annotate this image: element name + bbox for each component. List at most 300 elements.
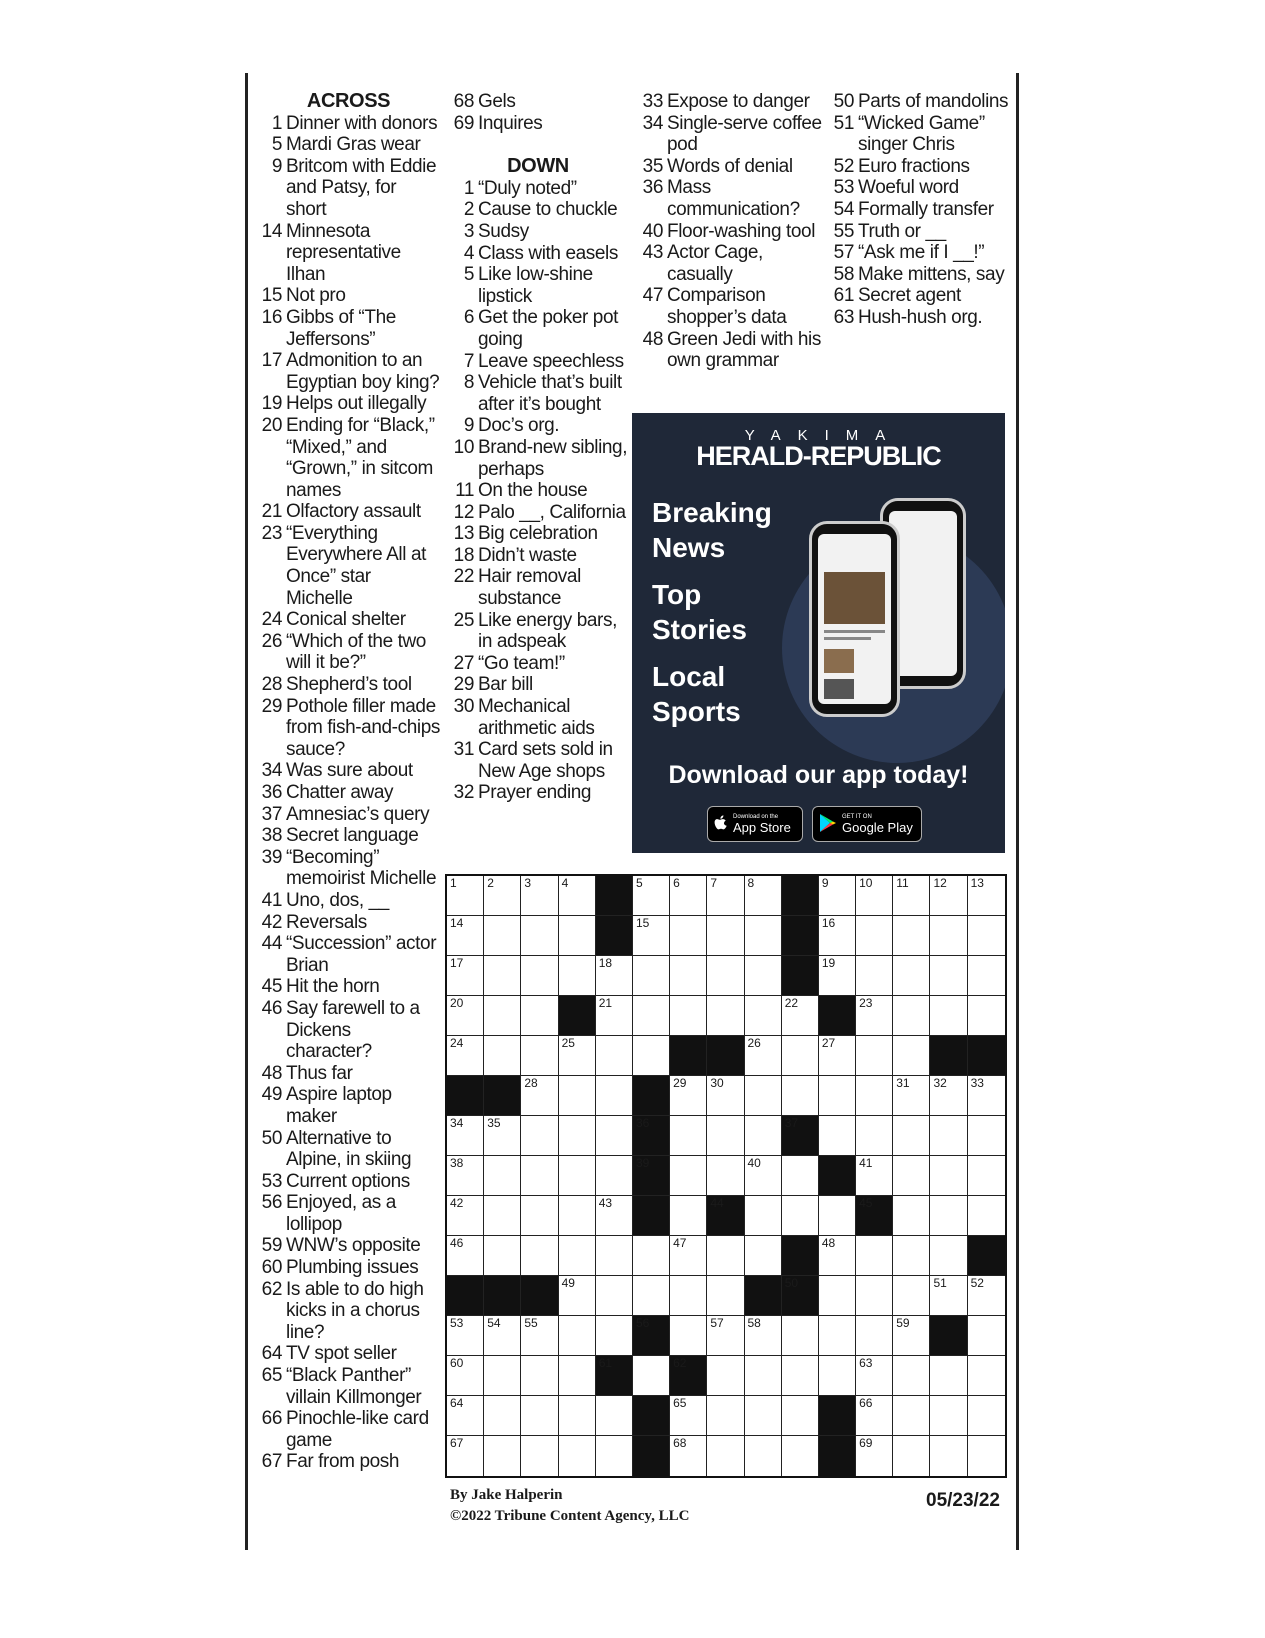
grid-cell[interactable] (484, 916, 521, 956)
grid-cell[interactable] (968, 956, 1005, 996)
grid-cell[interactable] (782, 1396, 819, 1436)
clue-item (448, 91, 628, 113)
google-play-label: Google Play (842, 819, 913, 835)
grid-cell[interactable] (670, 996, 707, 1036)
grid-cell[interactable] (856, 1436, 893, 1476)
cell-number: 56 (635, 1316, 650, 1330)
grid-cell[interactable] (447, 1236, 484, 1276)
grid-cell[interactable] (521, 1316, 558, 1356)
grid-cell[interactable] (856, 1036, 893, 1076)
grid-cell[interactable] (856, 1116, 893, 1156)
cell-number: 61 (598, 1356, 613, 1370)
clue-number: 68 (453, 91, 474, 112)
grid-cell[interactable] (484, 1156, 521, 1196)
cell-number: 1 (450, 876, 457, 890)
grid-cell[interactable] (745, 1396, 782, 1436)
grid-cell[interactable] (707, 1076, 744, 1116)
clue-item (256, 1343, 441, 1365)
clue-number: 52 (833, 155, 854, 177)
clue-text: Conical shelter (286, 609, 406, 631)
grid-cell[interactable] (633, 1236, 670, 1276)
grid-cell[interactable] (819, 1276, 856, 1316)
grid-cell[interactable] (559, 1036, 596, 1076)
grid-cell[interactable] (893, 956, 930, 996)
black-square (782, 1236, 819, 1276)
grid-cell[interactable] (447, 1356, 484, 1396)
grid-cell[interactable] (968, 1076, 1005, 1116)
clue-item (448, 545, 628, 567)
grid-cell[interactable] (559, 956, 596, 996)
grid-cell[interactable] (782, 996, 819, 1036)
clue-number: 29 (453, 674, 474, 696)
grid-cell[interactable] (856, 916, 893, 956)
cell-number: 6 (673, 876, 680, 890)
clue-text: Shepherd’s tool (286, 674, 412, 696)
clue-item (448, 243, 628, 265)
grid-cell[interactable] (670, 1116, 707, 1156)
clue-item (637, 221, 822, 243)
grid-cell[interactable] (893, 1116, 930, 1156)
grid-cell[interactable] (930, 1076, 967, 1116)
grid-cell[interactable] (670, 1076, 707, 1116)
clue-number: 56 (261, 1192, 282, 1214)
grid-cell[interactable] (968, 1396, 1005, 1436)
clue-item (448, 351, 628, 373)
clue-item (637, 177, 822, 220)
ad-call-to-action: Download our app today! (668, 761, 969, 789)
grid-cell[interactable] (856, 1076, 893, 1116)
grid-cell[interactable] (670, 916, 707, 956)
clue-text: Secret agent (858, 285, 961, 307)
grid-cell[interactable] (596, 1196, 633, 1236)
clue-text: Mechanical arithmetic aids (478, 696, 595, 739)
grid-cell[interactable] (447, 876, 484, 916)
grid-cell[interactable] (782, 1316, 819, 1356)
grid-cell[interactable] (707, 956, 744, 996)
grid-cell[interactable] (596, 1036, 633, 1076)
grid-cell[interactable] (633, 1276, 670, 1316)
clue-item (448, 480, 628, 502)
grid-cell[interactable] (782, 1036, 819, 1076)
clue-item (256, 415, 441, 501)
grid-cell[interactable] (447, 956, 484, 996)
clue-item (637, 285, 822, 328)
grid-cell[interactable] (968, 1116, 1005, 1156)
crossword-grid[interactable] (445, 874, 1007, 1478)
grid-cell[interactable] (707, 1356, 744, 1396)
grid-cell[interactable] (745, 1116, 782, 1156)
grid-cell[interactable] (559, 1316, 596, 1356)
grid-cell[interactable] (707, 916, 744, 956)
clue-number: 19 (261, 393, 282, 415)
clue-text: Card sets sold in New Age shops (478, 739, 613, 782)
grid-cell[interactable] (596, 956, 633, 996)
grid-cell[interactable] (484, 1436, 521, 1476)
clue-item (256, 113, 441, 135)
clue-item (828, 264, 1013, 286)
grid-cell[interactable] (930, 956, 967, 996)
clue-item (256, 501, 441, 523)
grid-cell[interactable] (670, 1396, 707, 1436)
grid-cell[interactable] (596, 1276, 633, 1316)
grid-cell[interactable] (633, 1036, 670, 1076)
grid-cell[interactable] (670, 1196, 707, 1236)
grid-cell[interactable] (484, 1236, 521, 1276)
black-square (670, 1356, 707, 1396)
grid-cell[interactable] (484, 956, 521, 996)
grid-cell[interactable] (968, 1156, 1005, 1196)
grid-cell[interactable] (521, 1116, 558, 1156)
black-square (782, 916, 819, 956)
clue-text: Mass communication? (667, 177, 800, 220)
grid-cell[interactable] (447, 916, 484, 956)
grid-cell[interactable] (670, 876, 707, 916)
grid-cell[interactable] (484, 1316, 521, 1356)
grid-cell[interactable] (707, 1236, 744, 1276)
clues-column-2 (448, 91, 628, 804)
clue-number: 61 (833, 285, 854, 307)
clue-number: 28 (261, 674, 282, 696)
grid-cell[interactable] (447, 1036, 484, 1076)
grid-cell[interactable] (968, 876, 1005, 916)
clue-item (256, 976, 441, 998)
grid-cell[interactable] (893, 1036, 930, 1076)
clue-number: 48 (642, 328, 663, 350)
grid-cell[interactable] (707, 996, 744, 1036)
clue-text: Thus far (286, 1062, 353, 1084)
grid-cell[interactable] (745, 956, 782, 996)
clue-number: 5 (463, 264, 474, 286)
clue-text: Alternative to Alpine, in skiing (286, 1127, 412, 1171)
clue-number: 16 (261, 306, 282, 328)
grid-cell[interactable] (484, 1036, 521, 1076)
cell-number: 36 (635, 1116, 650, 1130)
cell-number: 59 (896, 1316, 910, 1330)
clue-number: 1 (463, 177, 474, 199)
clue-item (828, 156, 1013, 178)
grid-cell[interactable] (596, 1316, 633, 1356)
grid-cell[interactable] (968, 916, 1005, 956)
grid-cell[interactable] (521, 1196, 558, 1236)
grid-cell[interactable] (819, 1076, 856, 1116)
grid-cell[interactable] (707, 1316, 744, 1356)
grid-cell[interactable] (893, 1196, 930, 1236)
grid-cell[interactable] (447, 1156, 484, 1196)
clue-number: 3 (463, 220, 474, 242)
grid-cell[interactable] (484, 1196, 521, 1236)
clue-number: 63 (833, 306, 854, 328)
grid-cell[interactable] (707, 876, 744, 916)
ad-paper-name: HERALD-REPUBLIC (696, 441, 941, 471)
grid-cell[interactable] (521, 1436, 558, 1476)
clue-item (256, 847, 441, 890)
grid-cell[interactable] (930, 1196, 967, 1236)
clue-text: Plumbing issues (286, 1257, 419, 1279)
grid-cell[interactable] (707, 1436, 744, 1476)
grid-cell[interactable] (893, 1156, 930, 1196)
grid-cell[interactable] (521, 1156, 558, 1196)
grid-cell[interactable] (930, 1436, 967, 1476)
app-advertisement[interactable] (632, 413, 1005, 853)
grid-cell[interactable] (559, 1236, 596, 1276)
grid-cell[interactable] (447, 996, 484, 1036)
clue-number: 26 (261, 630, 282, 652)
grid-cell[interactable] (856, 1156, 893, 1196)
clue-text: Inquires (478, 112, 543, 134)
grid-cell[interactable] (745, 1356, 782, 1396)
grid-cell[interactable] (447, 1196, 484, 1236)
grid-cell[interactable] (447, 1116, 484, 1156)
grid-cell[interactable] (596, 996, 633, 1036)
clue-text: Bar bill (478, 674, 533, 696)
grid-cell[interactable] (930, 1156, 967, 1196)
grid-cell[interactable] (670, 1236, 707, 1276)
grid-cell[interactable] (670, 1316, 707, 1356)
grid-cell[interactable] (745, 876, 782, 916)
cell-number: 37 (784, 1116, 799, 1130)
grid-cell[interactable] (707, 1276, 744, 1316)
grid-cell[interactable] (745, 1316, 782, 1356)
clue-item (828, 285, 1013, 307)
grid-cell[interactable] (893, 1236, 930, 1276)
grid-cell[interactable] (633, 1356, 670, 1396)
ad-city: YAKIMA (744, 427, 903, 444)
grid-cell[interactable] (782, 1076, 819, 1116)
grid-cell[interactable] (819, 876, 856, 916)
grid-cell[interactable] (521, 1036, 558, 1076)
grid-cell[interactable] (521, 1396, 558, 1436)
clue-text: TV spot seller (286, 1343, 397, 1365)
grid-cell[interactable] (559, 1356, 596, 1396)
grid-cell[interactable] (968, 1196, 1005, 1236)
cell-number: 12 (933, 876, 947, 890)
clue-text: “Go team!” (478, 652, 565, 674)
grid-cell[interactable] (670, 1156, 707, 1196)
grid-cell[interactable] (930, 876, 967, 916)
clue-number: 64 (261, 1343, 282, 1365)
cell-number: 17 (450, 956, 464, 970)
grid-cell[interactable] (856, 1356, 893, 1396)
clue-item (256, 1171, 441, 1193)
grid-cell[interactable] (521, 1076, 558, 1116)
grid-cell[interactable] (819, 1116, 856, 1156)
grid-cell[interactable] (521, 1356, 558, 1396)
clue-number: 45 (261, 976, 282, 998)
grid-cell[interactable] (745, 1236, 782, 1276)
grid-cell[interactable] (707, 1116, 744, 1156)
cell-number: 58 (747, 1316, 761, 1330)
grid-cell[interactable] (819, 1236, 856, 1276)
grid-cell[interactable] (893, 916, 930, 956)
cell-number: 22 (784, 996, 799, 1010)
grid-cell[interactable] (782, 1436, 819, 1476)
grid-cell[interactable] (819, 956, 856, 996)
clue-item (256, 1408, 441, 1451)
grid-cell[interactable] (745, 996, 782, 1036)
black-square (596, 1356, 633, 1396)
grid-cell[interactable] (559, 876, 596, 916)
grid-cell[interactable] (596, 1116, 633, 1156)
grid-cell[interactable] (745, 1076, 782, 1116)
grid-cell[interactable] (968, 1356, 1005, 1396)
grid-cell[interactable] (521, 996, 558, 1036)
grid-cell[interactable] (521, 1236, 558, 1276)
grid-cell[interactable] (559, 916, 596, 956)
grid-cell[interactable] (819, 916, 856, 956)
grid-cell[interactable] (559, 1116, 596, 1156)
grid-cell[interactable] (670, 1276, 707, 1316)
grid-cell[interactable] (819, 1316, 856, 1356)
grid-cell[interactable] (633, 996, 670, 1036)
clue-number: 58 (833, 263, 854, 285)
cell-number: 35 (487, 1116, 501, 1130)
grid-cell[interactable] (559, 1396, 596, 1436)
clue-text: Formally transfer (858, 198, 994, 220)
clue-number: 33 (642, 91, 663, 112)
clue-item (256, 1192, 441, 1235)
grid-cell[interactable] (670, 956, 707, 996)
clue-number: 59 (261, 1235, 282, 1257)
grid-cell[interactable] (670, 1436, 707, 1476)
grid-cell[interactable] (930, 1116, 967, 1156)
grid-cell[interactable] (745, 1156, 782, 1196)
grid-cell[interactable] (596, 1156, 633, 1196)
grid-cell[interactable] (559, 1076, 596, 1116)
grid-cell[interactable] (521, 876, 558, 916)
clue-number: 42 (261, 911, 282, 933)
clue-number: 25 (453, 609, 474, 631)
grid-cell[interactable] (559, 1276, 596, 1316)
grid-cell[interactable] (856, 1396, 893, 1436)
clue-text: Prayer ending (478, 782, 592, 804)
grid-cell[interactable] (521, 916, 558, 956)
cell-number: 55 (524, 1316, 538, 1330)
grid-cell[interactable] (930, 916, 967, 956)
grid-cell[interactable] (856, 876, 893, 916)
grid-cell[interactable] (707, 1396, 744, 1436)
grid-cell[interactable] (484, 1116, 521, 1156)
grid-cell[interactable] (968, 996, 1005, 1036)
grid-cell[interactable] (596, 1076, 633, 1116)
cell-number: 40 (747, 1156, 761, 1170)
clue-text: “Duly noted” (478, 177, 577, 199)
grid-cell[interactable] (633, 956, 670, 996)
grid-cell[interactable] (521, 956, 558, 996)
grid-cell[interactable] (930, 1356, 967, 1396)
clue-number: 22 (453, 566, 474, 588)
clue-number: 2 (463, 199, 474, 221)
grid-cell[interactable] (968, 1316, 1005, 1356)
grid-cell[interactable] (819, 1356, 856, 1396)
clue-text: Aspire laptop maker (286, 1084, 392, 1127)
grid-cell[interactable] (596, 1396, 633, 1436)
clue-text: Like energy bars, in adspeak (478, 609, 617, 653)
grid-cell[interactable] (559, 1156, 596, 1196)
grid-cell[interactable] (596, 1236, 633, 1276)
grid-cell[interactable] (893, 1436, 930, 1476)
clue-number: 20 (261, 414, 282, 436)
grid-cell[interactable] (856, 956, 893, 996)
grid-cell[interactable] (856, 996, 893, 1036)
grid-cell[interactable] (745, 1036, 782, 1076)
grid-cell[interactable] (893, 876, 930, 916)
grid-cell[interactable] (447, 1316, 484, 1356)
grid-cell[interactable] (893, 1076, 930, 1116)
grid-cell[interactable] (968, 1276, 1005, 1316)
grid-cell[interactable] (596, 1436, 633, 1476)
cell-number: 10 (859, 876, 873, 890)
grid-cell[interactable] (856, 1276, 893, 1316)
clue-text: Make mittens, say (858, 263, 1005, 285)
grid-cell[interactable] (782, 1356, 819, 1396)
grid-cell[interactable] (893, 996, 930, 1036)
clue-number: 4 (463, 242, 474, 264)
black-square (745, 1276, 782, 1316)
cell-number: 46 (450, 1236, 464, 1250)
grid-cell[interactable] (633, 916, 670, 956)
clue-text: Enjoyed, as a lollipop (286, 1192, 396, 1235)
clue-text: Like low-shine lipstick (478, 264, 593, 307)
cell-number: 65 (673, 1396, 687, 1410)
grid-cell[interactable] (559, 1436, 596, 1476)
grid-cell[interactable] (930, 1276, 967, 1316)
clue-number: 66 (261, 1408, 282, 1430)
grid-cell[interactable] (484, 996, 521, 1036)
grid-cell[interactable] (930, 996, 967, 1036)
grid-cell[interactable] (707, 1156, 744, 1196)
google-play-button[interactable] (812, 806, 922, 842)
grid-cell[interactable] (782, 1196, 819, 1236)
black-square (968, 1036, 1005, 1076)
cell-number: 38 (450, 1156, 464, 1170)
clue-text: Admonition to an Egyptian boy king? (286, 350, 440, 393)
grid-cell[interactable] (447, 1396, 484, 1436)
grid-cell[interactable] (484, 1396, 521, 1436)
grid-cell[interactable] (819, 1196, 856, 1236)
grid-cell[interactable] (930, 1396, 967, 1436)
grid-cell[interactable] (893, 1316, 930, 1356)
clue-text: Class with easels (478, 242, 618, 264)
grid-cell[interactable] (484, 876, 521, 916)
grid-cell[interactable] (968, 1436, 1005, 1476)
grid-cell[interactable] (856, 1316, 893, 1356)
grid-cell[interactable] (856, 1236, 893, 1276)
grid-cell[interactable] (745, 916, 782, 956)
cell-number: 7 (710, 876, 717, 890)
cell-number: 24 (450, 1036, 464, 1050)
grid-cell[interactable] (782, 1156, 819, 1196)
grid-cell[interactable] (893, 1356, 930, 1396)
clue-number: 48 (261, 1062, 282, 1084)
grid-cell[interactable] (930, 1236, 967, 1276)
cell-number: 42 (450, 1196, 464, 1210)
grid-cell[interactable] (633, 876, 670, 916)
grid-cell[interactable] (484, 1356, 521, 1396)
clue-item (637, 113, 822, 156)
grid-cell[interactable] (447, 1436, 484, 1476)
clue-item (256, 933, 441, 976)
grid-cell[interactable] (559, 1196, 596, 1236)
grid-cell[interactable] (745, 1436, 782, 1476)
clue-number: 51 (833, 112, 854, 134)
app-store-button[interactable] (707, 806, 803, 842)
grid-cell[interactable] (819, 1036, 856, 1076)
clue-item (448, 782, 628, 804)
grid-cell[interactable] (745, 1196, 782, 1236)
grid-cell[interactable] (893, 1276, 930, 1316)
clue-item (448, 178, 628, 200)
grid-cell[interactable] (893, 1396, 930, 1436)
